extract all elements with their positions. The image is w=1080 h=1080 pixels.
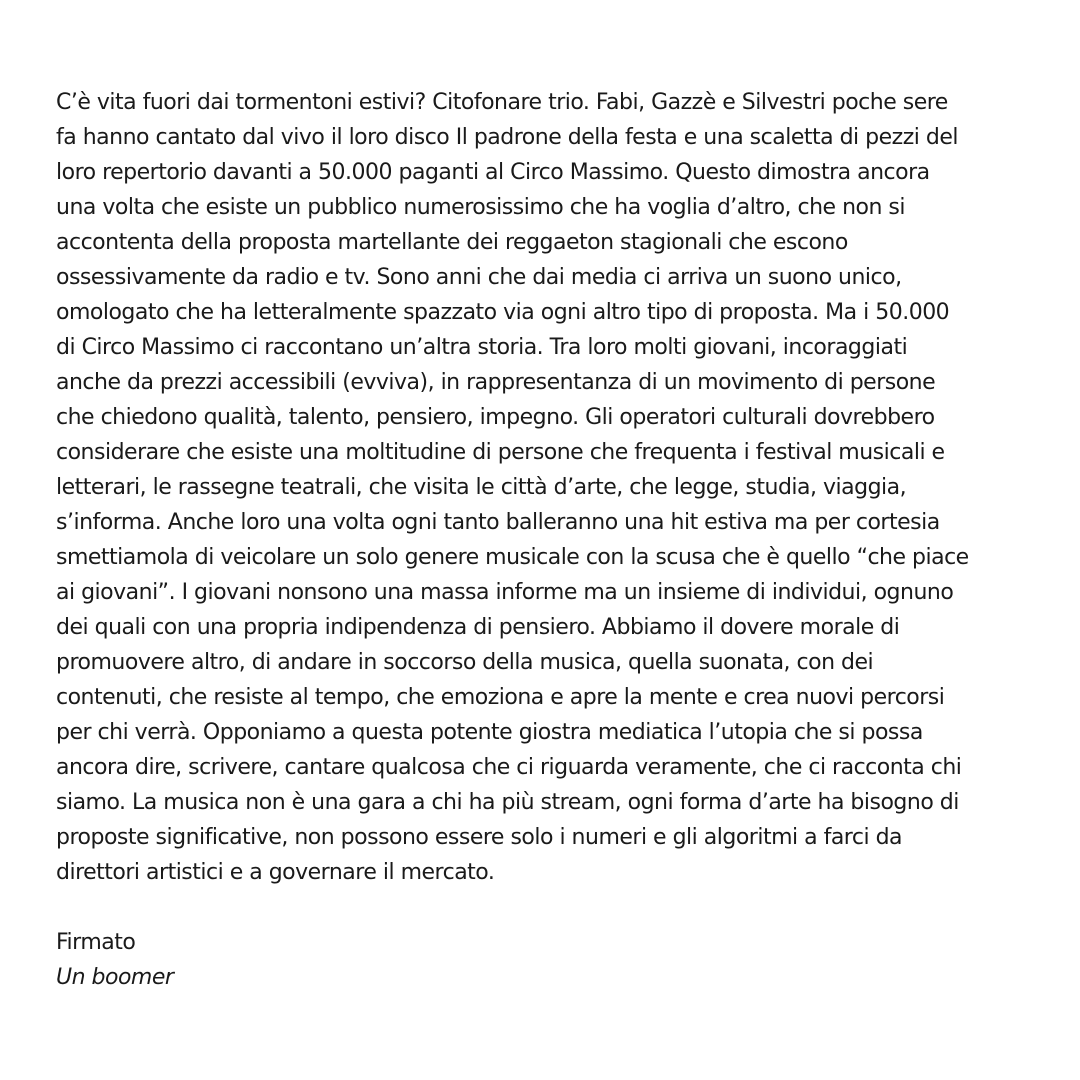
signature-author: Un boomer (56, 965, 174, 990)
article-line: smettiamola di veicolare un solo genere musicale con la scusa che è quello “che piace (56, 545, 969, 570)
article-line: una volta che esiste un pubblico numerosissimo che ha voglia d’altro, che non si (56, 195, 906, 220)
article-line: direttori artistici e a governare il mercato. (56, 860, 495, 885)
article-line: per chi verrà. Opponiamo a questa potente giostra mediatica l’utopia che si possa (56, 720, 923, 745)
article-line: accontenta della proposta martellante dei reggaeton stagionali che escono (56, 230, 848, 255)
article-line: omologato che ha letteralmente spazzato via ogni altro tipo di proposta. Ma i 50.000 (56, 300, 950, 325)
article-line: promuovere altro, di andare in soccorso della musica, quella suonata, con dei (56, 650, 874, 675)
article-line: di Circo Massimo ci raccontano un’altra storia. Tra loro molti giovani, incoraggiati (56, 335, 908, 360)
signature-block (56, 925, 1028, 995)
document-page (56, 85, 1028, 995)
article-line: anche da prezzi accessibili (evviva), in rappresentanza di un movimento di persone (56, 370, 936, 395)
article-line: ancora dire, scrivere, cantare qualcosa che ci riguarda veramente, che ci racconta chi (56, 755, 962, 780)
article-line: ossessivamente da radio e tv. Sono anni che dai media ci arriva un suono unico, (56, 265, 902, 290)
article-line: proposte significative, non possono essere solo i numeri e gli algoritmi a farci da (56, 825, 903, 850)
article-line: loro repertorio davanti a 50.000 paganti al Circo Massimo. Questo dimostra ancora (56, 160, 930, 185)
article-line: ai giovani”. I giovani nonsono una massa informe ma un insieme di individui, ognuno (56, 580, 954, 605)
article-line: siamo. La musica non è una gara a chi ha più stream, ogni forma d’arte ha bisogno di (56, 790, 959, 815)
article-line: dei quali con una propria indipendenza di pensiero. Abbiamo il dovere morale di (56, 615, 900, 640)
signature-label: Firmato (56, 930, 136, 955)
article-line: fa hanno cantato dal vivo il loro disco Il padrone della festa e una scaletta di pezzi del (56, 125, 958, 150)
article-line: s’informa. Anche loro una volta ogni tanto balleranno una hit estiva ma per cortesia (56, 510, 940, 535)
article-body (56, 85, 1028, 890)
article-line: che chiedono qualità, talento, pensiero, impegno. Gli operatori culturali dovrebbero (56, 405, 935, 430)
article-line: considerare che esiste una moltitudine di persone che frequenta i festival musicali e (56, 440, 945, 465)
article-line: C’è vita fuori dai tormentoni estivi? Citofonare trio. Fabi, Gazzè e Silvestri poche sere (56, 90, 948, 115)
article-line: letterari, le rassegne teatrali, che visita le città d’arte, che legge, studia, viaggia, (56, 475, 907, 500)
article-line: contenuti, che resiste al tempo, che emoziona e apre la mente e crea nuovi percorsi (56, 685, 945, 710)
